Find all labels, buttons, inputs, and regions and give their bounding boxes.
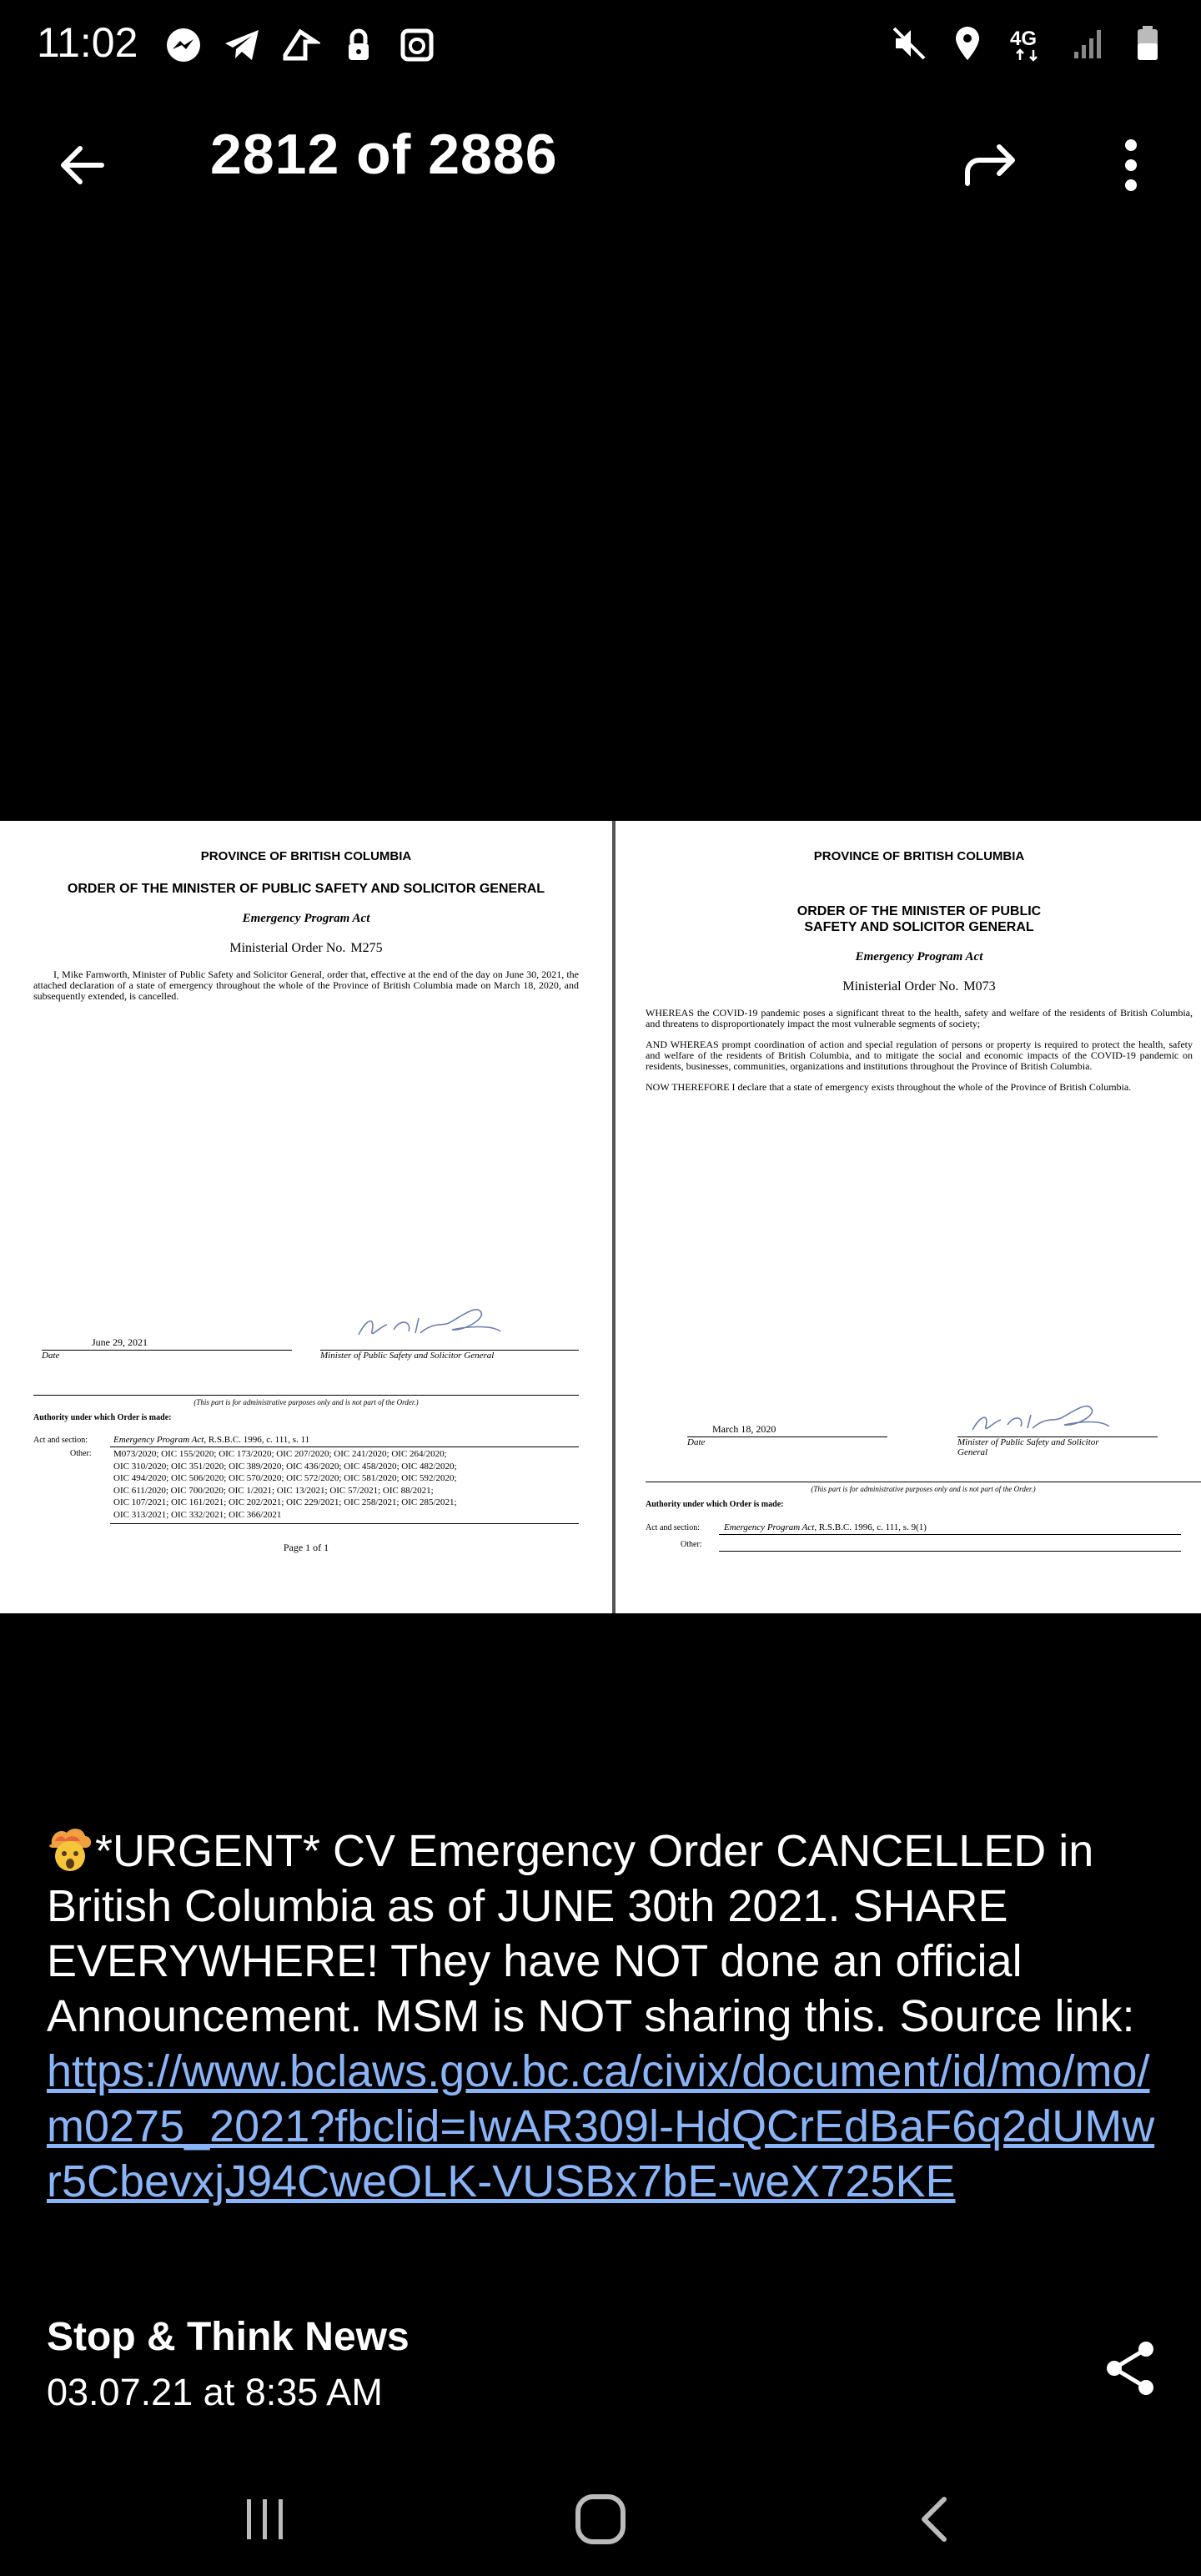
back-button[interactable] [42, 125, 122, 205]
system-icons [889, 23, 1168, 63]
doc-authority-title: Authority under which Order is made: [646, 1500, 784, 1509]
system-back-icon [911, 2494, 961, 2544]
doc-other-line: OIC 310/2020; OIC 351/2020; OIC 389/2020; OIC 436/2020; OIC 458/2020; OIC 482/2020; [113, 1461, 457, 1472]
telegram-icon [222, 25, 262, 65]
doc-minister-block [957, 1423, 1158, 1457]
doc-date-label: Date [42, 1351, 60, 1361]
doc-order-title: ORDER OF THE MINISTER OF PUBLIC SAFETY AND SOLICITOR GENERAL [796, 904, 1042, 934]
doc-ministerial-order [33, 941, 579, 956]
doc-minister-label: Minister of Public Safety and Solicitor General [320, 1351, 495, 1361]
doc-and-whereas-paragraph: AND WHEREAS prompt coordination of action and special regulation of persons or property is required to protect the health, safety and welfare of the residents of British Columbia, and to mitigate the social and economic impacts of the COVID-19 pandemic on residents, businesses, communities, organizations and institutions throughout the Province of British Columbia. [646, 1039, 1193, 1072]
alarm-icon [397, 25, 437, 65]
home-icon [571, 2490, 630, 2548]
doc-mo-number: M275 [350, 941, 383, 955]
doc-mo-label: Ministerial Order No. [842, 979, 959, 994]
doc-other-label: Other: [70, 1449, 92, 1458]
home-button[interactable] [559, 2478, 642, 2561]
doc-order-title: ORDER OF THE MINISTER OF PUBLIC SAFETY AND SOLICITOR GENERAL [67, 882, 545, 896]
doc-mo-label: Ministerial Order No. [229, 941, 346, 955]
doc-other-line: OIC 611/2020; OIC 700/2020; OIC 1/2021; OIC 13/2021; OIC 57/2021; OIC 88/2021; [113, 1485, 434, 1496]
recent-apps-button[interactable] [224, 2478, 307, 2561]
more-vertical-icon [1121, 135, 1141, 195]
doc-other-line: OIC 107/2021; OIC 161/2021; OIC 202/2021; OIC 229/2021; OIC 258/2021; OIC 285/2021; [113, 1497, 457, 1507]
signal-icon [1069, 23, 1109, 63]
doc-province-heading: PROVINCE OF BRITISH COLUMBIA [813, 849, 1025, 863]
network-label: 4G [1010, 28, 1038, 50]
notification-icons [163, 25, 437, 65]
doc-act-name: Emergency Program Act [242, 912, 370, 925]
doc-act-name: Emergency Program Act [855, 950, 983, 963]
doc-date-value: March 18, 2020 [712, 1423, 776, 1435]
system-navigation-bar [0, 2453, 1201, 2576]
post-date: 03.07.21 at 8:35 AM [47, 2371, 383, 2413]
forward-button[interactable] [951, 125, 1031, 205]
doc-other-line: M073/2020; OIC 155/2020; OIC 173/2020; OIC 207/2020; OIC 241/2020; OIC 264/2020; [113, 1449, 447, 1459]
post-caption [47, 1824, 1164, 2209]
doc-other-line: OIC 313/2021; OIC 332/2021; OIC 366/2021 [113, 1509, 282, 1520]
status-time: 11:02 [37, 19, 138, 66]
doc-date-label: Date [687, 1437, 706, 1447]
mute-icon [889, 23, 929, 63]
system-back-button[interactable] [894, 2478, 977, 2561]
doc-act-section-value: Emergency Program Act, R.S.B.C. 1996, c. 111, s. 11 [113, 1435, 310, 1445]
viewer-top-bar [0, 108, 1201, 209]
doc-date-block [42, 1336, 292, 1361]
send-icon [280, 25, 320, 65]
doc-other-label: Other: [681, 1540, 702, 1549]
doc-ministerial-order [646, 979, 1193, 994]
doc-admin-note: (This part is for administrative purposes only and is not part of the Order.) [811, 1485, 1036, 1493]
messenger-icon [163, 25, 204, 65]
share-button[interactable] [1093, 2331, 1168, 2406]
source-link[interactable]: https://www.bclaws.gov.bc.ca/civix/document/id/mo/mo/m0275_2021?fbclid=IwAR309l-HdQCrEdBaF6q2dUMwr5CbevxjJ94CweOLK-VUSBx7bE-weX725KE [47, 2046, 1155, 2206]
document-page-m275 [0, 821, 612, 1613]
doc-minister-block [320, 1336, 579, 1361]
doc-page-number: Page 1 of 1 [283, 1542, 329, 1553]
doc-date-block [687, 1423, 887, 1447]
doc-province-heading: PROVINCE OF BRITISH COLUMBIA [200, 849, 412, 863]
more-options-button[interactable] [1091, 125, 1171, 205]
exploding-head-emoji-icon [47, 1826, 93, 1873]
document-page-m073 [616, 821, 1201, 1613]
post-author: Stop & Think News [47, 2315, 410, 2359]
doc-date-value: June 29, 2021 [92, 1336, 148, 1348]
shared-image[interactable] [0, 821, 1201, 1613]
share-icon [1103, 2339, 1158, 2397]
doc-declaration-paragraph: NOW THEREFORE I declare that a state of emergency exists throughout the whole of the Province of British Columbia. [646, 1081, 1132, 1093]
recent-apps-icon [240, 2494, 290, 2544]
forward-arrow-icon [961, 138, 1021, 192]
doc-admin-note: (This part is for administrative purposes only and is not part of the Order.) [193, 1398, 419, 1406]
doc-minister-label: Minister of Public Safety and Solicitor General [957, 1437, 1099, 1457]
doc-act-section-label: Act and section: [33, 1436, 88, 1445]
doc-other-line: OIC 494/2020; OIC 506/2020; OIC 570/2020; OIC 572/2020; OIC 581/2020; OIC 592/2020; [113, 1473, 457, 1483]
doc-act-section-value: Emergency Program Act, R.S.B.C. 1996, c. 111, s. 9(1) [724, 1522, 927, 1532]
back-arrow-icon [55, 138, 108, 192]
doc-mo-number: M073 [963, 979, 996, 994]
doc-act-section-label: Act and section: [646, 1523, 700, 1532]
doc-other-list [113, 1448, 580, 1521]
doc-whereas-paragraph: WHEREAS the COVID-19 pandemic poses a significant threat to the health, safety and welfare of the residents of British Columbia, and threatens to disproportionately impact the most vulnerable segments of society; [646, 1007, 1193, 1029]
status-bar [0, 0, 1201, 92]
image-counter: 2812 of 2886 [210, 123, 558, 186]
doc-body-paragraph: I, Mike Farnworth, Minister of Public Safety and Solicitor General, order that, effective at the end of the day on June 30, 2021, the attached declaration of a state of emergency throughout the whole of the Province of British Columbia made on March 18, 2020, and subsequently extended, is cancelled. [33, 969, 579, 1002]
battery-icon [1128, 23, 1168, 63]
lock-icon [339, 25, 379, 65]
doc-authority-title: Authority under which Order is made: [33, 1413, 172, 1422]
post-text: *URGENT* CV Emergency Order CANCELLED in British Columbia as of JUNE 30th 2021. SHARE EVERYWHERE! They have NOT done an official Announcement. MSM is NOT sharing this. Source link: [47, 1826, 1135, 2041]
network-4g-icon [1006, 23, 1051, 63]
location-icon [947, 23, 987, 63]
